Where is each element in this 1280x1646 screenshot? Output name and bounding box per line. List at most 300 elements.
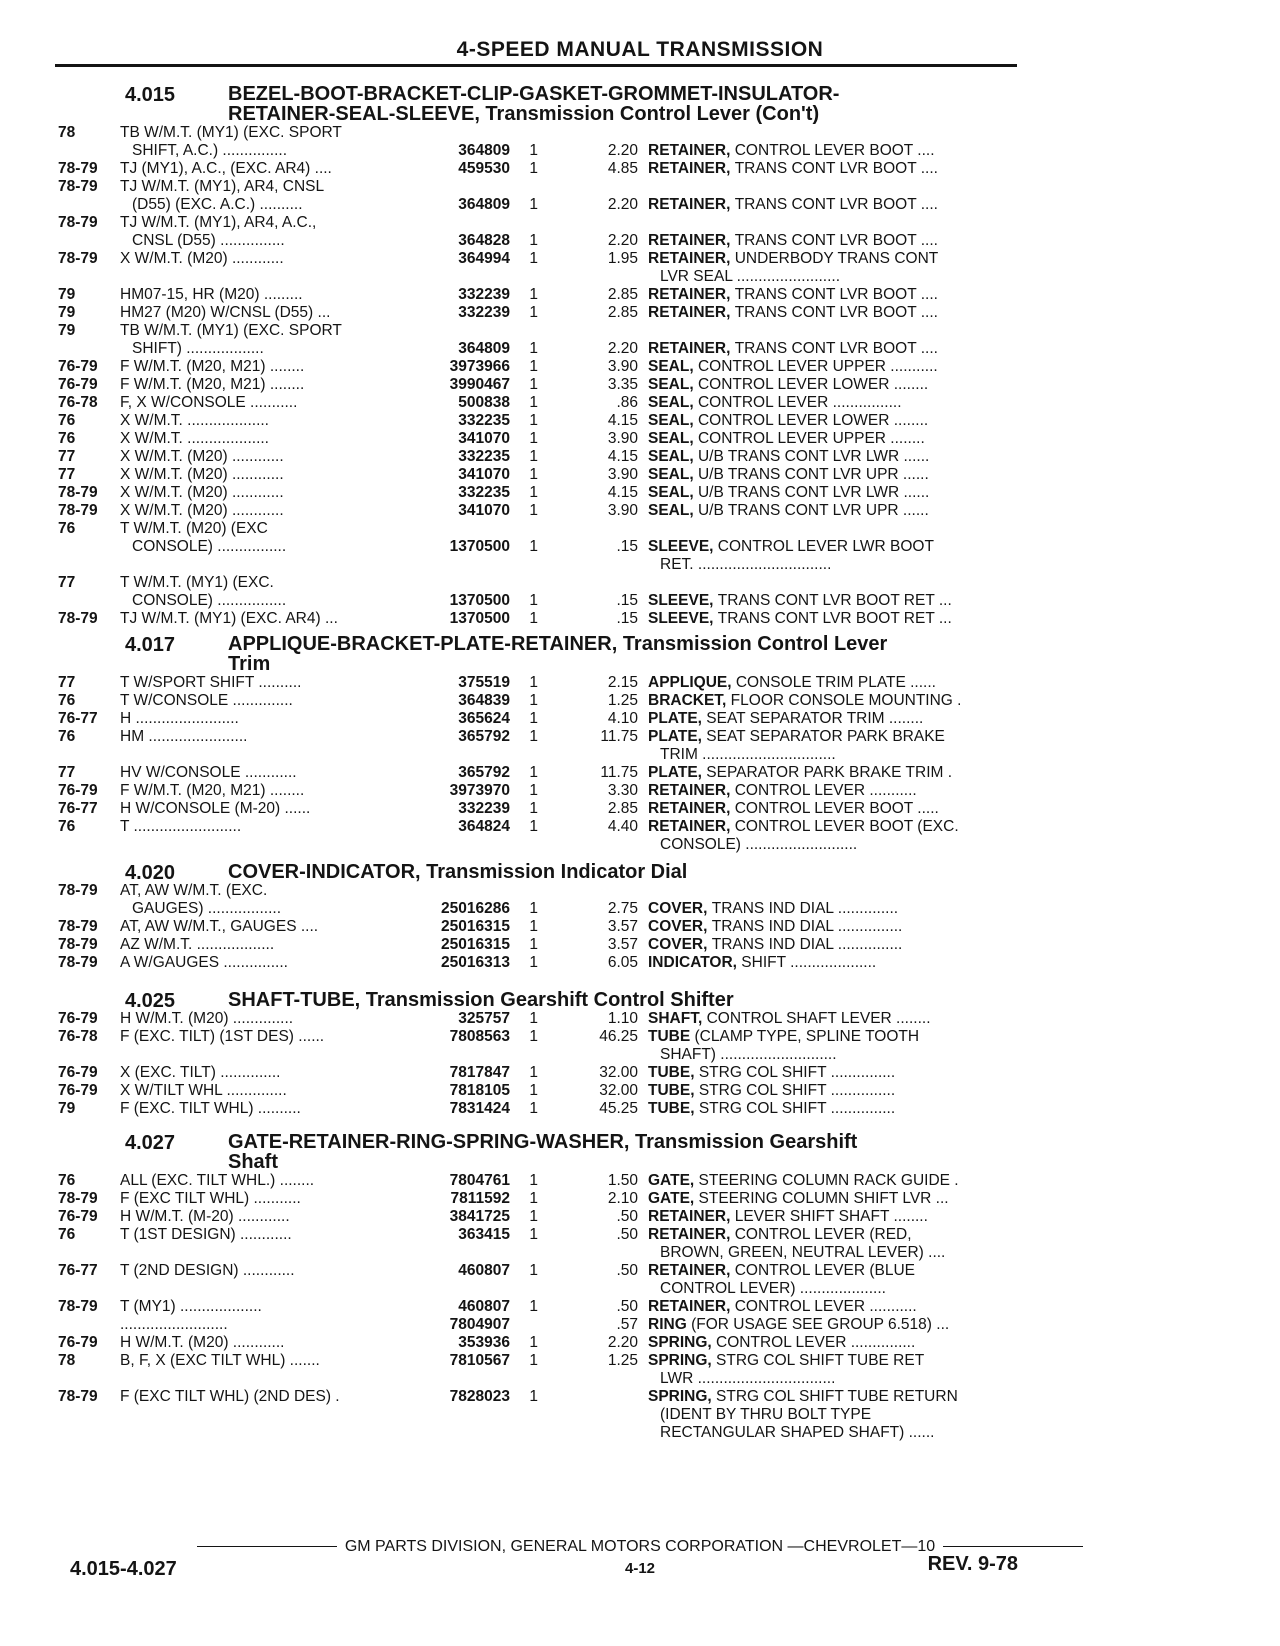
description-text: CONTROL SHAFT LEVER ........	[706, 1010, 931, 1027]
description-text: U/B TRANS CONT LVR UPR ......	[697, 502, 929, 519]
parts-row	[0, 484, 1280, 502]
model-year: 76-78	[58, 394, 98, 411]
parts-row	[0, 710, 1280, 728]
application: CONSOLE) ................	[132, 592, 287, 609]
model-year: 78-79	[58, 160, 98, 177]
section-4-017	[0, 634, 1280, 854]
parts-row	[0, 746, 1280, 764]
parts-row	[0, 268, 1280, 286]
part-number: 25016286	[441, 900, 510, 917]
model-year: 78-79	[58, 954, 98, 971]
price: 2.85	[607, 304, 638, 321]
price: 32.00	[599, 1064, 638, 1081]
model-year: 76	[58, 692, 76, 709]
application: X W/M.T. (M20) ............	[120, 466, 284, 483]
description	[648, 340, 1020, 358]
quantity: 1	[529, 728, 538, 745]
description-keyword: RETAINER,	[648, 1262, 735, 1279]
description-text: TRANS CONT LVR BOOT ....	[734, 340, 938, 357]
description	[648, 376, 1020, 394]
description-text: TRANS CONT LVR BOOT RET ...	[717, 592, 952, 609]
parts-row	[0, 800, 1280, 818]
parts-row	[0, 1028, 1280, 1046]
description-keyword: SPRING,	[648, 1352, 717, 1369]
price: 2.20	[607, 1334, 638, 1351]
price: 46.25	[599, 1028, 638, 1045]
description	[648, 1244, 1032, 1262]
section-title-line: BEZEL-BOOT-BRACKET-CLIP-GASKET-GROMMET-INSULATOR-	[228, 83, 840, 105]
description-text: LWR ................................	[660, 1370, 836, 1387]
description-text: TRANS CONT LVR BOOT ....	[734, 286, 938, 303]
description	[648, 692, 1020, 710]
description-keyword: RETAINER,	[648, 1298, 735, 1315]
part-number: 3973970	[449, 782, 510, 799]
description	[648, 556, 1032, 574]
parts-row	[0, 764, 1280, 782]
quantity: 1	[529, 1388, 538, 1405]
price: 11.75	[600, 728, 638, 745]
footer-company: GM PARTS DIVISION, GENERAL MOTORS CORPORATION —CHEVROLET—10	[344, 1538, 936, 1555]
parts-row	[0, 394, 1280, 412]
quantity: 1	[529, 448, 538, 465]
parts-row	[0, 448, 1280, 466]
description	[648, 1370, 1032, 1388]
description-keyword: RETAINER,	[648, 1226, 735, 1243]
parts-row	[0, 322, 1280, 340]
part-number: 341070	[458, 466, 510, 483]
description-keyword: RETAINER,	[648, 1208, 735, 1225]
quantity: 1	[529, 936, 538, 953]
description-keyword: SEAL,	[648, 466, 698, 483]
section-title-line: Shaft	[228, 1151, 278, 1173]
price: 2.20	[607, 142, 638, 159]
description-keyword: TUBE,	[648, 1100, 699, 1117]
model-year: 78-79	[58, 250, 98, 267]
parts-row	[0, 1208, 1280, 1226]
description	[648, 836, 1032, 854]
description-keyword: RETAINER,	[648, 818, 735, 835]
description	[648, 800, 1020, 818]
parts-row	[0, 1316, 1280, 1334]
description-keyword: SLEEVE,	[648, 610, 718, 627]
model-year: 78-79	[58, 936, 98, 953]
description-keyword: SPRING,	[648, 1334, 717, 1351]
price: .50	[616, 1226, 638, 1243]
model-year: 76-79	[58, 376, 98, 393]
section-title-line: APPLIQUE-BRACKET-PLATE-RETAINER, Transmission Control Lever	[228, 633, 888, 655]
quantity: 1	[529, 304, 538, 321]
parts-list	[0, 124, 1280, 628]
description-keyword: APPLIQUE,	[648, 674, 736, 691]
section-4-027	[0, 1132, 1280, 1442]
description	[648, 1100, 1020, 1118]
application: TJ (MY1), A.C., (EXC. AR4) ....	[120, 160, 332, 177]
section-header	[0, 990, 1280, 1010]
description-keyword: RETAINER,	[648, 250, 735, 267]
application: F (EXC TILT WHL) (2ND DES) .	[120, 1388, 340, 1405]
description	[648, 610, 1020, 628]
application: A W/GAUGES ...............	[120, 954, 288, 971]
description-text: CONTROL LEVER (RED,	[734, 1226, 912, 1243]
description	[648, 710, 1020, 728]
description-text: CONTROL LEVER UPPER ........	[697, 430, 925, 447]
price: .15	[616, 592, 638, 609]
model-year: 78	[58, 124, 76, 141]
parts-row	[0, 1298, 1280, 1316]
price: 3.90	[607, 358, 638, 375]
application: HM27 (M20) W/CNSL (D55) ...	[120, 304, 331, 321]
price: 1.25	[607, 692, 638, 709]
description	[648, 1208, 1020, 1226]
model-year: 76-77	[58, 800, 98, 817]
description-text: STRG COL SHIFT TUBE RETURN	[716, 1388, 958, 1405]
quantity: 1	[529, 430, 538, 447]
parts-row	[0, 1010, 1280, 1028]
section-title-line: GATE-RETAINER-RING-SPRING-WASHER, Transmission Gearshift	[228, 1131, 858, 1153]
application: F W/M.T. (M20, M21) ........	[120, 358, 305, 375]
application: T (2ND DESIGN) ............	[120, 1262, 295, 1279]
model-year: 78-79	[58, 1190, 98, 1207]
parts-row	[0, 728, 1280, 746]
part-number: 459530	[458, 160, 510, 177]
part-number: 364809	[458, 340, 510, 357]
quantity: 1	[529, 1082, 538, 1099]
parts-row	[0, 610, 1280, 628]
description-text: SEPARATOR PARK BRAKE TRIM .	[706, 764, 953, 781]
parts-row	[0, 1370, 1280, 1388]
footer-rule-left	[197, 1546, 337, 1547]
part-number: 7811592	[450, 1190, 510, 1207]
quantity: 1	[529, 1334, 538, 1351]
description-keyword: SEAL,	[648, 412, 698, 429]
application: CNSL (D55) ...............	[132, 232, 285, 249]
price: 4.40	[607, 818, 638, 835]
description-keyword: RETAINER,	[648, 232, 735, 249]
parts-list	[0, 674, 1280, 854]
parts-row	[0, 538, 1280, 556]
part-number: 375519	[458, 674, 510, 691]
parts-row	[0, 376, 1280, 394]
model-year: 79	[58, 304, 76, 321]
description-text: TRANS CONT LVR BOOT RET ...	[717, 610, 952, 627]
part-number: 7804907	[449, 1316, 510, 1333]
quantity: 1	[529, 1226, 538, 1243]
description	[648, 1316, 1020, 1334]
description	[648, 936, 1020, 954]
model-year: 76	[58, 412, 76, 429]
description-keyword: SHAFT,	[648, 1010, 707, 1027]
part-number: 332235	[458, 448, 510, 465]
quantity: 1	[529, 918, 538, 935]
model-year: 76-79	[58, 1010, 98, 1027]
description-text: CONTROL LEVER UPPER ...........	[697, 358, 938, 375]
description-text: TRANS CONT LVR BOOT ....	[734, 196, 938, 213]
model-year: 76	[58, 818, 76, 835]
description-text: CONTROL LEVER BOOT (EXC.	[734, 818, 959, 835]
model-year: 76-79	[58, 358, 98, 375]
application: H W/M.T. (M20) ..............	[120, 1010, 294, 1027]
application: GAUGES) .................	[132, 900, 281, 917]
price: .86	[616, 394, 638, 411]
application: X W/M.T. (M20) ............	[120, 448, 284, 465]
quantity: 1	[529, 142, 538, 159]
description	[648, 484, 1020, 502]
parts-row	[0, 918, 1280, 936]
description	[648, 1028, 1020, 1046]
parts-row	[0, 674, 1280, 692]
price: 2.20	[607, 232, 638, 249]
description-text: (CLAMP TYPE, SPLINE TOOTH	[694, 1028, 920, 1045]
description	[648, 394, 1020, 412]
part-number: 364839	[458, 692, 510, 709]
description-text: SEAT SEPARATOR TRIM ........	[706, 710, 924, 727]
quantity: 1	[529, 160, 538, 177]
description	[648, 1190, 1020, 1208]
parts-row	[0, 250, 1280, 268]
quantity: 1	[529, 954, 538, 971]
application: TB W/M.T. (MY1) (EXC. SPORT	[120, 322, 342, 339]
price: 2.20	[607, 340, 638, 357]
description-text: CONTROL LEVER ................	[697, 394, 902, 411]
parts-row	[0, 1100, 1280, 1118]
quantity: 1	[529, 1010, 538, 1027]
parts-row	[0, 782, 1280, 800]
description-text: FLOOR CONSOLE MOUNTING .	[730, 692, 962, 709]
footer-rule-right	[943, 1546, 1083, 1547]
section-title	[228, 862, 1018, 882]
application: AZ W/M.T. ..................	[120, 936, 275, 953]
description-text: CONTROL LEVER BOOT ....	[734, 142, 935, 159]
description-text: CONTROL LEVER LOWER ........	[697, 412, 929, 429]
price: 3.57	[607, 936, 638, 953]
description-keyword: SEAL,	[648, 358, 698, 375]
model-year: 77	[58, 448, 76, 465]
part-number: 7828023	[449, 1388, 510, 1405]
model-year: 78-79	[58, 1388, 98, 1405]
application: HM .......................	[120, 728, 248, 745]
price: 3.30	[607, 782, 638, 799]
price: 2.20	[607, 196, 638, 213]
price: 3.57	[607, 918, 638, 935]
description	[648, 232, 1020, 250]
model-year: 76	[58, 728, 76, 745]
part-number: 364809	[458, 142, 510, 159]
application: X W/M.T. (M20) ............	[120, 250, 284, 267]
application: AT, AW W/M.T., GAUGES ....	[120, 918, 319, 935]
application: CONSOLE) ................	[132, 538, 287, 555]
model-year: 78-79	[58, 214, 98, 231]
parts-row	[0, 836, 1280, 854]
description	[648, 818, 1020, 836]
price: .57	[616, 1316, 638, 1333]
footer-revision: REV. 9-78	[927, 1553, 1018, 1575]
model-year: 79	[58, 1100, 76, 1117]
parts-row	[0, 340, 1280, 358]
price: 1.95	[607, 250, 638, 267]
description	[648, 160, 1020, 178]
description	[648, 1352, 1020, 1370]
application: (D55) (EXC. A.C.) ..........	[132, 196, 303, 213]
part-number: 460807	[458, 1262, 510, 1279]
parts-row	[0, 358, 1280, 376]
description	[648, 1298, 1020, 1316]
application: F (EXC. TILT) (1ST DES) ......	[120, 1028, 325, 1045]
description-text: TRANS CONT LVR BOOT ....	[734, 232, 938, 249]
price: 4.85	[607, 160, 638, 177]
model-year: 76	[58, 520, 76, 537]
application: F (EXC. TILT WHL) ..........	[120, 1100, 301, 1117]
description-keyword: GATE,	[648, 1190, 699, 1207]
section-title-line: COVER-INDICATOR, Transmission Indicator Dial	[228, 861, 688, 883]
description	[648, 502, 1020, 520]
parts-row	[0, 1064, 1280, 1082]
parts-row	[0, 214, 1280, 232]
quantity: 1	[529, 800, 538, 817]
price: 1.10	[607, 1010, 638, 1027]
application: T .........................	[120, 818, 242, 835]
description-text: STRG COL SHIFT ...............	[698, 1064, 896, 1081]
price: 11.75	[600, 764, 638, 781]
section-header	[0, 634, 1280, 674]
description-keyword: SEAL,	[648, 376, 698, 393]
part-number: 341070	[458, 430, 510, 447]
section-header	[0, 84, 1280, 124]
application: SHIFT, A.C.) ...............	[132, 142, 288, 159]
application: HV W/CONSOLE ............	[120, 764, 297, 781]
price: 1.50	[607, 1172, 638, 1189]
part-number: 364994	[458, 250, 510, 267]
parts-row	[0, 936, 1280, 954]
application: F, X W/CONSOLE ...........	[120, 394, 298, 411]
description-text: SHAFT) ...........................	[660, 1046, 837, 1063]
parts-row	[0, 430, 1280, 448]
description-text: CONSOLE) ..........................	[660, 836, 858, 853]
description-keyword: SEAL,	[648, 448, 698, 465]
model-year: 78-79	[58, 1298, 98, 1315]
description	[648, 448, 1020, 466]
description-keyword: COVER,	[648, 900, 712, 917]
model-year: 78-79	[58, 178, 98, 195]
part-number: 3973966	[449, 358, 510, 375]
description	[648, 1226, 1020, 1244]
part-number: 1370500	[449, 610, 510, 627]
description	[648, 954, 1020, 972]
quantity: 1	[529, 692, 538, 709]
description-keyword: PLATE,	[648, 764, 707, 781]
price: 3.90	[607, 466, 638, 483]
model-year: 78-79	[58, 882, 98, 899]
application: B, F, X (EXC TILT WHL) .......	[120, 1352, 320, 1369]
price: 2.75	[607, 900, 638, 917]
model-year: 78-79	[58, 484, 98, 501]
description-text: BROWN, GREEN, NEUTRAL LEVER) ....	[660, 1244, 946, 1261]
part-number: 1370500	[449, 538, 510, 555]
parts-row	[0, 466, 1280, 484]
part-number: 365624	[458, 710, 510, 727]
parts-row	[0, 142, 1280, 160]
model-year: 77	[58, 674, 76, 691]
description-text: U/B TRANS CONT LVR LWR ......	[697, 448, 930, 465]
parts-row	[0, 502, 1280, 520]
price: 2.85	[607, 800, 638, 817]
description-text: CONTROL LEVER ...........	[734, 782, 917, 799]
description-text: U/B TRANS CONT LVR UPR ......	[697, 466, 929, 483]
description-keyword: SLEEVE,	[648, 538, 718, 555]
price: .50	[616, 1298, 638, 1315]
description	[648, 430, 1020, 448]
footer-section-range: 4.015-4.027	[70, 1558, 177, 1580]
description-text: U/B TRANS CONT LVR LWR ......	[697, 484, 930, 501]
parts-row	[0, 178, 1280, 196]
description	[648, 900, 1020, 918]
parts-row	[0, 304, 1280, 322]
price: 32.00	[599, 1082, 638, 1099]
parts-row	[0, 592, 1280, 610]
parts-row	[0, 1172, 1280, 1190]
description	[648, 142, 1020, 160]
model-year: 76	[58, 430, 76, 447]
application: F W/M.T. (M20, M21) ........	[120, 376, 305, 393]
price: 4.10	[607, 710, 638, 727]
model-year: 76	[58, 1172, 76, 1189]
model-year: 76-79	[58, 1082, 98, 1099]
quantity: 1	[529, 232, 538, 249]
description-keyword: SEAL,	[648, 394, 698, 411]
parts-row	[0, 412, 1280, 430]
description-text: STEERING COLUMN SHIFT LVR ...	[698, 1190, 949, 1207]
description-keyword: SLEEVE,	[648, 592, 718, 609]
price: .15	[616, 538, 638, 555]
description-text: CONTROL LEVER ...........	[734, 1298, 917, 1315]
description-keyword: COVER,	[648, 918, 712, 935]
part-number: 325757	[458, 1010, 510, 1027]
parts-row	[0, 1280, 1280, 1298]
parts-row	[0, 196, 1280, 214]
price: 4.15	[607, 412, 638, 429]
application: TJ W/M.T. (MY1), AR4, A.C.,	[120, 214, 317, 231]
parts-row	[0, 124, 1280, 142]
price: 2.10	[607, 1190, 638, 1207]
part-number: 7818105	[449, 1082, 510, 1099]
parts-row	[0, 1424, 1280, 1442]
application: TJ W/M.T. (MY1), AR4, CNSL	[120, 178, 325, 195]
model-year: 77	[58, 466, 76, 483]
price: .15	[616, 610, 638, 627]
parts-row	[0, 574, 1280, 592]
part-number: 3990467	[449, 376, 510, 393]
part-number: 25016315	[441, 918, 510, 935]
description-text: CONSOLE TRIM PLATE ......	[735, 674, 936, 691]
quantity: 1	[529, 1100, 538, 1117]
parts-row	[0, 1352, 1280, 1370]
description-text: STRG COL SHIFT ...............	[698, 1100, 896, 1117]
application: TB W/M.T. (MY1) (EXC. SPORT	[120, 124, 342, 141]
description-keyword: SEAL,	[648, 484, 698, 501]
description-keyword: PLATE,	[648, 710, 707, 727]
description	[648, 918, 1020, 936]
price: 6.05	[607, 954, 638, 971]
quantity: 1	[529, 592, 538, 609]
section-4-015	[0, 84, 1280, 628]
part-number: 341070	[458, 502, 510, 519]
description	[648, 728, 1020, 746]
parts-row	[0, 1226, 1280, 1244]
application: SHIFT) ..................	[132, 340, 264, 357]
description-keyword: INDICATOR,	[648, 954, 742, 971]
section-number: 4.015	[125, 84, 176, 106]
section-title	[228, 1132, 1018, 1172]
parts-row	[0, 1046, 1280, 1064]
